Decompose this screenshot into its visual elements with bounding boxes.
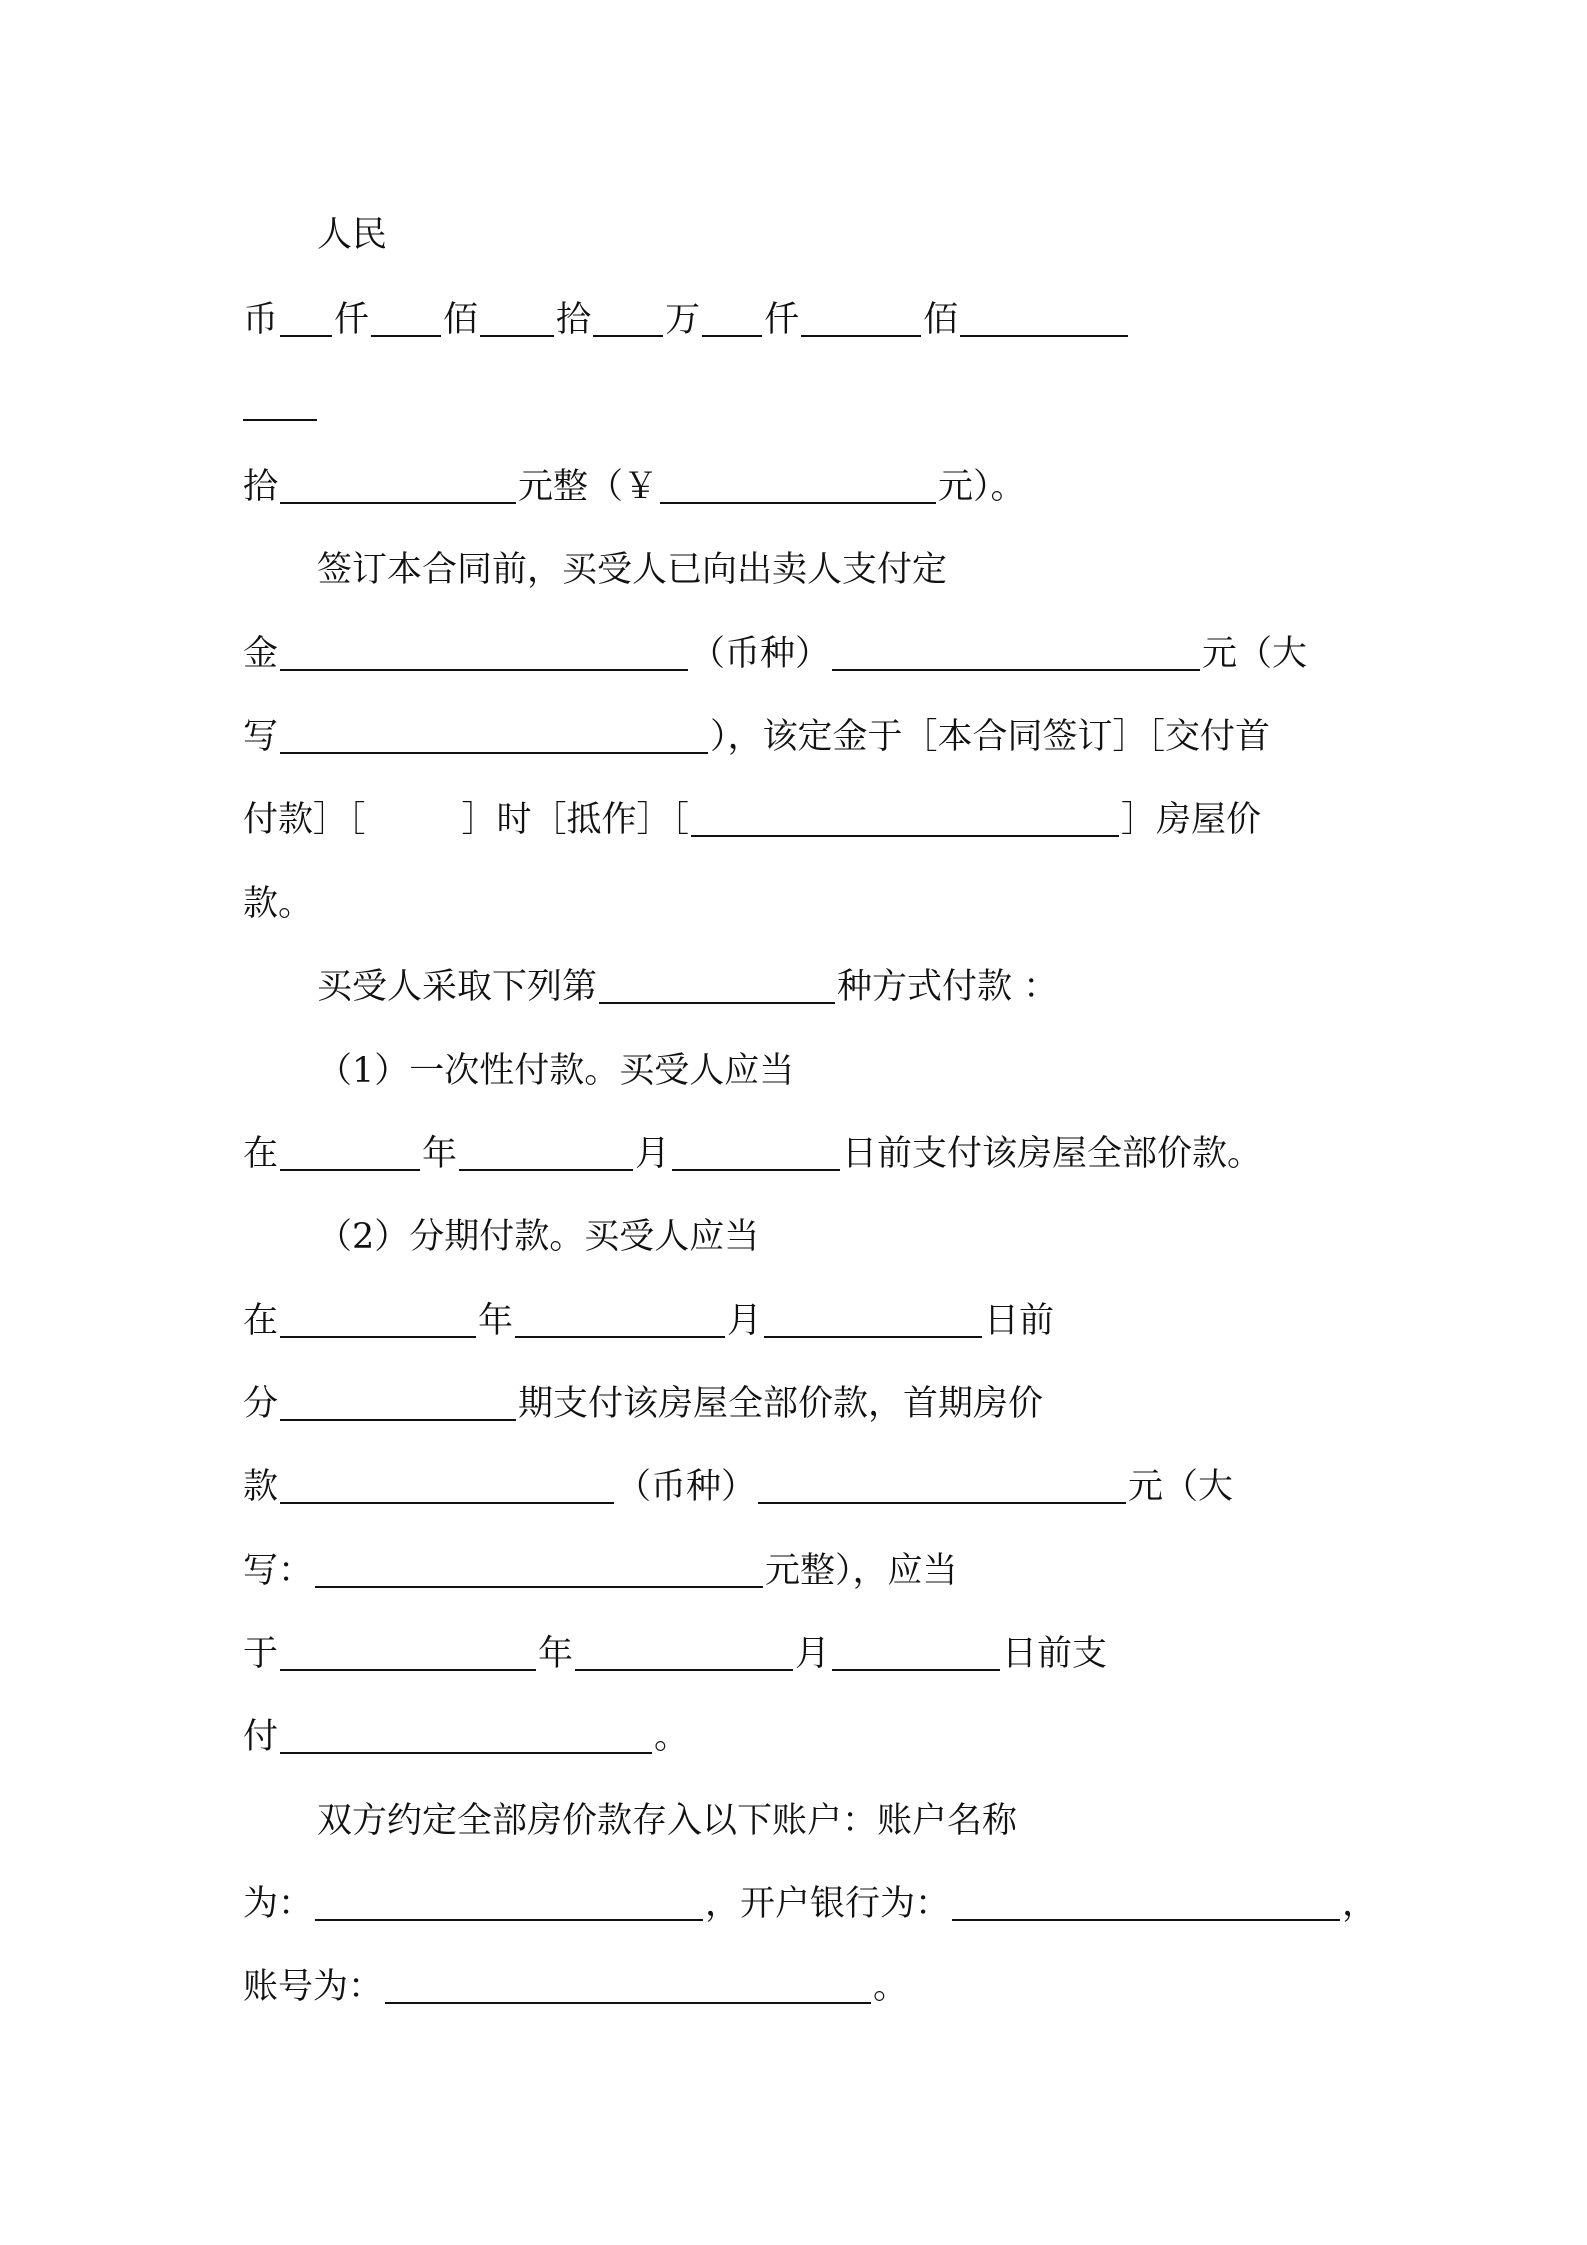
text: 佰: [443, 300, 479, 340]
text: 月: [727, 1301, 763, 1341]
text: 元整（￥: [518, 467, 659, 507]
blank-field[interactable]: [459, 1135, 633, 1171]
lump-sum-heading: [317, 1048, 794, 1094]
text: 期支付该房屋全部价款，首期房价: [518, 1384, 1044, 1424]
text: 分: [243, 1384, 279, 1424]
text: （币种）: [690, 634, 831, 674]
blank-field[interactable]: [952, 1885, 1340, 1921]
text: 拾: [243, 467, 279, 507]
text: 在: [243, 1134, 279, 1174]
blank-field[interactable]: [280, 1468, 614, 1504]
text: 。: [654, 1717, 690, 1757]
text: 元）。: [938, 467, 1026, 507]
blank-field[interactable]: [280, 718, 708, 754]
blank-field[interactable]: [801, 301, 921, 337]
blank-field[interactable]: [691, 801, 1119, 837]
deposit-usage-line: [243, 797, 1261, 843]
blank-field[interactable]: [672, 1135, 840, 1171]
paragraph-deposit: [317, 547, 947, 593]
blank-field[interactable]: [243, 385, 317, 421]
text: 为：: [243, 1884, 314, 1924]
text: 写: [243, 717, 279, 757]
text: 佰: [923, 300, 959, 340]
text: 。: [873, 1967, 909, 2007]
text: 仟: [764, 300, 800, 340]
blank-field[interactable]: [960, 301, 1128, 337]
text: 元（大: [1202, 634, 1308, 674]
blank-field[interactable]: [764, 1302, 982, 1338]
blank-field[interactable]: [371, 301, 441, 337]
text: 账号为：: [243, 1967, 384, 2007]
text: 仟: [334, 300, 370, 340]
blank-field[interactable]: [280, 1302, 476, 1338]
blank-field[interactable]: [758, 1468, 1126, 1504]
blank-field[interactable]: [593, 301, 663, 337]
blank-field[interactable]: [280, 468, 516, 504]
first-payment-pay-line: [243, 1714, 689, 1760]
text: ，: [1342, 1884, 1378, 1924]
text: 月: [635, 1134, 671, 1174]
blank-field[interactable]: [599, 968, 835, 1004]
text: （2）分期付款。买受人应当: [317, 1217, 760, 1257]
text: 币: [243, 300, 279, 340]
blank-field[interactable]: [280, 1135, 420, 1171]
text: 种方式付款 ：: [837, 967, 1059, 1007]
blank-field[interactable]: [385, 1968, 871, 2004]
text: （1）一次性付款。买受人应当: [317, 1051, 795, 1091]
blank-field[interactable]: [315, 1885, 703, 1921]
text: 年: [538, 1634, 574, 1674]
blank-field[interactable]: [832, 1635, 1000, 1671]
text: 年: [478, 1301, 514, 1341]
blank-field[interactable]: [280, 1718, 652, 1754]
text: 写：: [243, 1551, 314, 1591]
price-amount-line-cont: [243, 381, 319, 427]
text: 买受人采取下列第: [317, 967, 598, 1007]
blank-field[interactable]: [660, 468, 936, 504]
blank-field[interactable]: [515, 1302, 725, 1338]
installment-periods-line: [243, 1381, 1043, 1427]
blank-field[interactable]: [702, 301, 762, 337]
text: 金: [243, 634, 279, 674]
text: 月: [795, 1634, 831, 1674]
text: 日前支付该房屋全部价款。: [842, 1134, 1263, 1174]
installment-heading: [317, 1214, 759, 1260]
text: 付: [243, 1717, 279, 1757]
text: 拾: [556, 300, 592, 340]
text: （币种）: [616, 1467, 757, 1507]
blank-field[interactable]: [315, 1552, 763, 1588]
deposit-amount-line: [243, 631, 1307, 677]
blank-field[interactable]: [575, 1635, 793, 1671]
payment-method-line: [317, 964, 1058, 1010]
deposit-capital-line: [243, 714, 1270, 760]
first-payment-date-line: [243, 1631, 1107, 1677]
blank-field[interactable]: [480, 301, 554, 337]
text: 签订本合同前，买受人已向出卖人支付定: [317, 550, 948, 590]
text: 付款］［: [243, 800, 366, 840]
text: 于: [243, 1634, 279, 1674]
text: 人民: [317, 215, 388, 255]
blank-field[interactable]: [832, 635, 1200, 671]
price-amount-line: [243, 297, 1130, 343]
text: 双方约定全部房价款存入以下账户：账户名称: [317, 1801, 1018, 1841]
text: ，开户银行为：: [705, 1884, 951, 1924]
deposit-usage-line-end: [243, 881, 313, 927]
first-payment-capital-line: [243, 1548, 958, 1594]
blank-field[interactable]: [280, 1385, 516, 1421]
text: 款。: [243, 884, 314, 924]
text: 日前: [984, 1301, 1055, 1341]
text: ］房屋价: [1121, 800, 1262, 840]
paragraph-price-intro: [317, 212, 387, 258]
blank-field[interactable]: [280, 301, 332, 337]
text: 日前支: [1002, 1634, 1108, 1674]
account-name-bank-line: [243, 1881, 1377, 1927]
blank-field[interactable]: [280, 1635, 536, 1671]
blank-field[interactable]: [280, 635, 688, 671]
first-payment-amount-line: [243, 1464, 1233, 1510]
installment-date-line: [243, 1298, 1054, 1344]
text: 元整），应当: [765, 1551, 958, 1591]
text: 万: [665, 300, 701, 340]
text: 款: [243, 1467, 279, 1507]
text: ］时［抵作］［: [461, 800, 690, 840]
lump-sum-date-line: [243, 1131, 1262, 1177]
price-amount-total-line: [243, 464, 1026, 510]
account-number-line: [243, 1964, 908, 2010]
text: 在: [243, 1301, 279, 1341]
text: ），该定金于［本合同签订］［交付首: [710, 717, 1271, 757]
text: 年: [422, 1134, 458, 1174]
account-paragraph: [317, 1798, 1017, 1844]
text: 元（大: [1128, 1467, 1234, 1507]
